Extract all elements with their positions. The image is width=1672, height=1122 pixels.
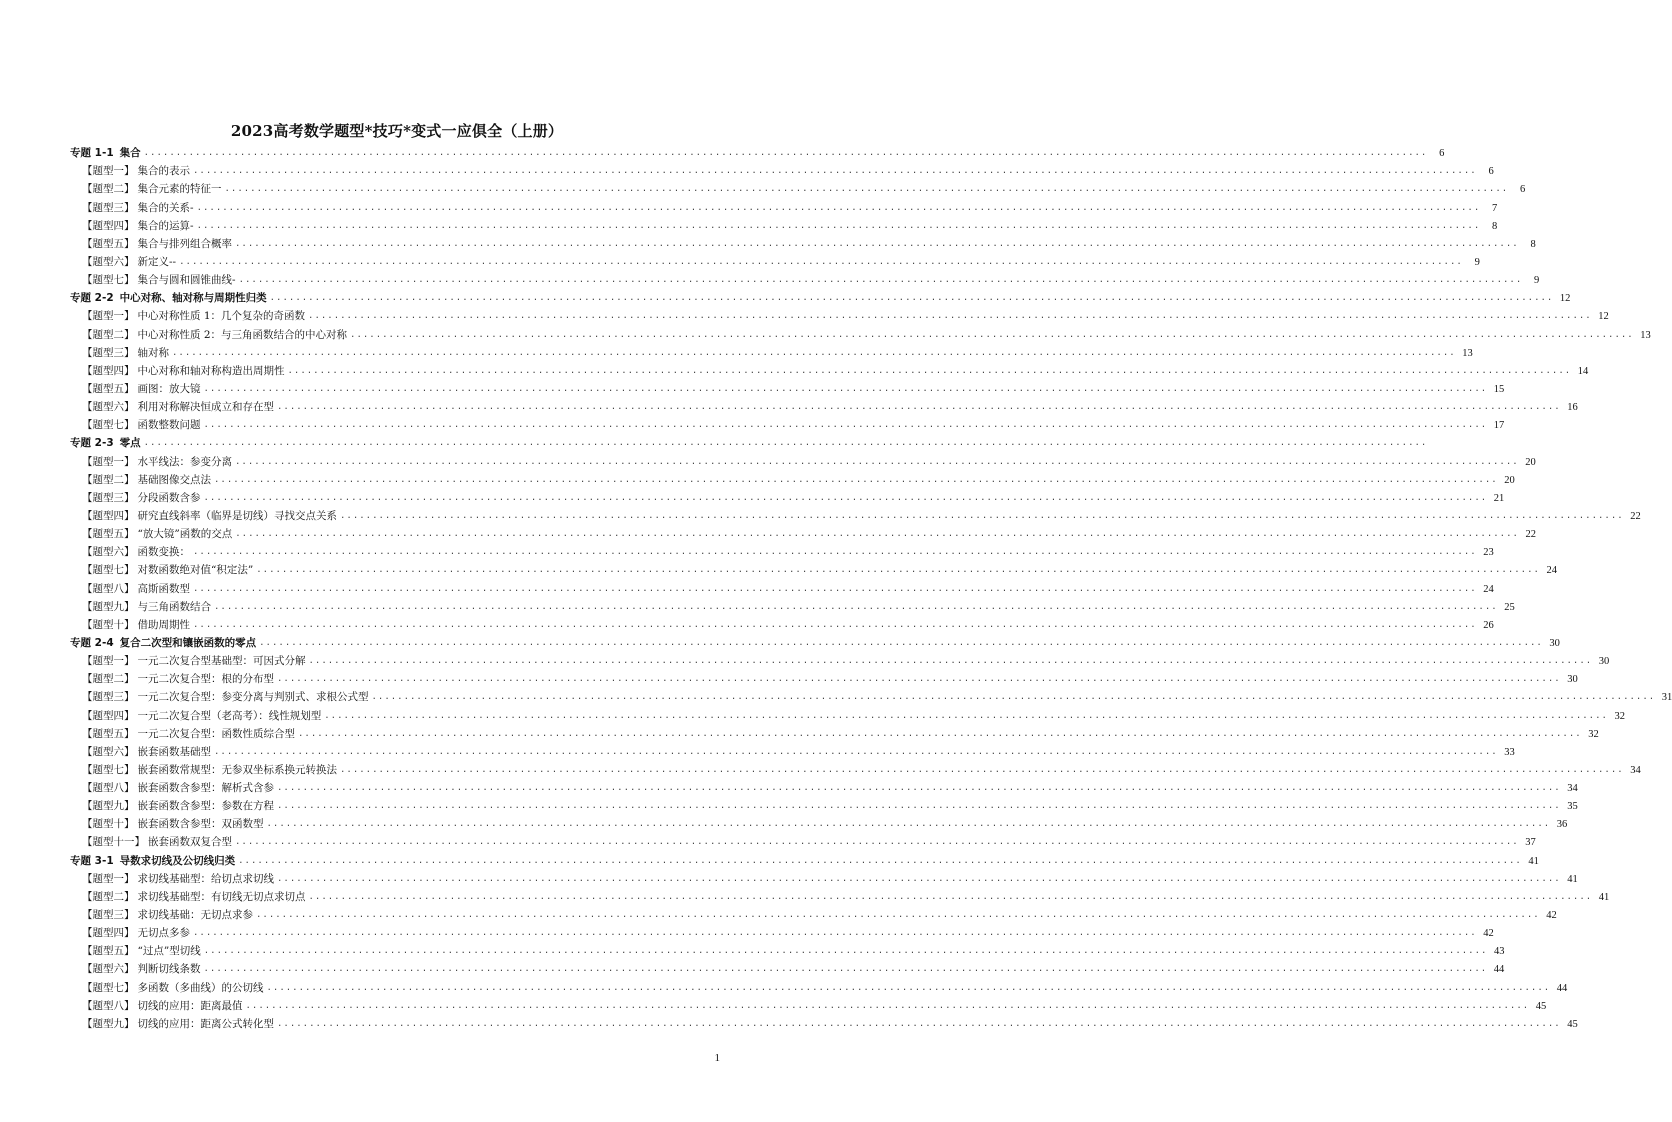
toc-entry-tag: 【题型二】 — [82, 183, 135, 196]
toc-entry-page: 37 — [1525, 837, 1536, 849]
toc-entry-name: 利用对称解决恒成立和存在型 — [137, 401, 274, 414]
toc-item-entry[interactable] — [70, 559, 1557, 577]
toc-entry-tag: 【题型九】 — [82, 600, 135, 613]
toc-entry-name: 一元二次复合型：参变分离与判别式、求根公式型 — [137, 691, 369, 704]
toc-entry-name: 导数求切线及公切线归类 — [119, 854, 236, 867]
toc-entry-tag: 【题型三】 — [82, 346, 135, 359]
toc-entry-tag: 【题型四】 — [82, 219, 135, 232]
toc-item-entry[interactable] — [70, 323, 1651, 341]
toc-entry-tag: 专题 2-2 — [70, 292, 114, 305]
toc-entry-tag: 【题型八】 — [82, 999, 135, 1012]
toc-leader-dots: ........................................................................................................................................................................................................ — [193, 583, 1477, 594]
toc-entry-name: 嵌套函数含参型：解析式含参 — [137, 782, 274, 795]
toc-entry-tag: 【题型四】 — [82, 509, 135, 522]
toc-entry-tag: 【题型二】 — [82, 473, 135, 486]
toc-entry-tag: 【题型一】 — [82, 455, 135, 468]
toc-leader-dots: ........................................................................................................................................................................................................ — [277, 1018, 1561, 1029]
toc-entry-tag: 【题型六】 — [82, 745, 135, 758]
toc-entry-page: 24 — [1546, 565, 1557, 577]
toc-entry-tag: 【题型五】 — [82, 237, 135, 250]
toc-entry-tag: 【题型三】 — [82, 691, 135, 704]
toc-entry-name: 切线的应用：距离公式转化型 — [137, 1017, 274, 1030]
toc-entry-name: 集合的关系- — [137, 201, 194, 214]
toc-entry-page: 22 — [1630, 510, 1641, 522]
toc-entry-name: 嵌套函数含参型：双函数型 — [137, 818, 264, 831]
toc-entry-page: 34 — [1630, 764, 1641, 776]
toc-entry-page: 6 — [1488, 166, 1494, 178]
toc-entry-page: 41 — [1567, 873, 1578, 885]
toc-section-entry[interactable] — [70, 632, 1560, 650]
toc-leader-dots: ........................................................................................................................................................................................................ — [277, 402, 1561, 413]
toc-item-entry[interactable] — [70, 596, 1515, 614]
toc-entry-page: 22 — [1525, 529, 1536, 541]
toc-entry-page: 43 — [1493, 946, 1505, 958]
toc-item-entry[interactable] — [70, 723, 1599, 741]
toc-entry-page: 32 — [1588, 728, 1599, 740]
toc-entry-page: 31 — [1661, 692, 1672, 704]
toc-entry-tag: 【题型五】 — [82, 528, 135, 541]
toc-leader-dots: ........................................................................................................................................................................................................ — [287, 365, 1572, 376]
toc-entry-page: 41 — [1598, 891, 1610, 903]
toc-entry-name: 复合二次型和镶嵌函数的零点 — [119, 636, 257, 649]
toc-entry-name: 零点 — [119, 437, 141, 450]
toc-leader-dots: ........................................................................................................................................................................................................ — [172, 347, 1456, 358]
toc-entry-page: 8 — [1530, 238, 1536, 250]
toc-entry-tag: 【题型六】 — [82, 255, 135, 268]
toc-entry-page: 36 — [1556, 819, 1568, 831]
toc-section-entry[interactable] — [70, 432, 1428, 450]
toc-leader-dots: ........................................................................................................................................................................................................ — [277, 783, 1561, 794]
table-of-contents — [70, 142, 1672, 1031]
toc-leader-dots: ........................................................................................................................................................................................................ — [143, 438, 1428, 449]
toc-leader-dots: ........................................................................................................................................................................................................ — [179, 256, 1463, 267]
toc-item-entry[interactable] — [70, 886, 1610, 904]
toc-entry-page: 32 — [1614, 710, 1625, 722]
toc-leader-dots: ........................................................................................................................................................................................................ — [277, 873, 1561, 884]
toc-item-entry[interactable] — [70, 1013, 1578, 1031]
toc-entry-name: 画图：放大镜 — [137, 382, 201, 395]
toc-entry-tag: 【题型二】 — [82, 673, 135, 686]
toc-entry-page: 20 — [1504, 474, 1515, 486]
toc-entry-page: 13 — [1640, 329, 1651, 341]
toc-entry-name: 一元二次复合型：根的分布型 — [137, 673, 274, 686]
toc-entry-name: 轴对称 — [137, 346, 169, 359]
toc-entry-tag: 【题型五】 — [82, 382, 135, 395]
toc-entry-name: 研究直线斜率（临界是切线）寻找交点关系 — [137, 509, 337, 522]
toc-item-entry[interactable] — [70, 541, 1494, 559]
toc-entry-name: 判断切线条数 — [137, 963, 201, 976]
toc-entry-page: 7 — [1492, 202, 1498, 214]
toc-leader-dots: ........................................................................................................................................................................................................ — [193, 928, 1477, 939]
toc-leader-dots: ........................................................................................................................................................................................................ — [277, 801, 1561, 812]
toc-item-entry[interactable] — [70, 251, 1480, 269]
toc-section-entry[interactable] — [70, 142, 1445, 160]
toc-entry-page: 26 — [1483, 619, 1494, 631]
toc-item-entry[interactable] — [70, 668, 1578, 686]
toc-entry-page: 30 — [1598, 656, 1610, 668]
toc-entry-tag: 【题型二】 — [82, 890, 135, 903]
toc-entry-tag: 【题型八】 — [82, 782, 135, 795]
toc-entry-tag: 【题型七】 — [82, 564, 135, 577]
toc-leader-dots: ........................................................................................................................................................................................................ — [193, 619, 1477, 630]
toc-entry-name: 集合的表示 — [137, 165, 190, 178]
toc-leader-dots: ........................................................................................................................................................................................................ — [256, 910, 1540, 921]
toc-leader-dots: ........................................................................................................................................................................................................ — [203, 946, 1488, 957]
toc-entry-name: 中心对称和轴对称构造出周期性 — [137, 364, 285, 377]
toc-entry-page: 6 — [1519, 184, 1526, 196]
page-number: 1 — [714, 1052, 720, 1064]
toc-item-entry[interactable] — [70, 995, 1547, 1013]
toc-entry-name: 集合元素的特征一 — [137, 183, 222, 196]
toc-entry-name: 借助周期性 — [137, 618, 190, 631]
toc-item-entry[interactable] — [70, 450, 1536, 468]
toc-item-entry[interactable] — [70, 795, 1578, 813]
toc-entry-name: 水平线法：参变分离 — [137, 455, 232, 468]
toc-entry-tag: 【题型七】 — [82, 419, 135, 432]
toc-entry-name: 一元二次复合型（老高考）：线性规划型 — [137, 709, 322, 722]
toc-leader-dots: ........................................................................................................................................................................................................ — [224, 184, 1509, 195]
toc-leader-dots: ........................................................................................................................................................................................................ — [193, 547, 1477, 558]
toc-entry-name: 嵌套函数常规型：无参双坐标系换元转换法 — [137, 763, 337, 776]
toc-item-entry[interactable] — [70, 196, 1498, 214]
toc-item-entry[interactable] — [70, 487, 1505, 505]
toc-leader-dots: ........................................................................................................................................................................................................ — [238, 855, 1522, 866]
toc-leader-dots: ........................................................................................................................................................................................................ — [203, 964, 1488, 975]
toc-entry-name: 一元二次复合型：函数性质综合型 — [137, 727, 295, 740]
toc-item-entry[interactable] — [70, 868, 1578, 886]
toc-entry-tag: 专题 3-1 — [70, 854, 114, 867]
toc-item-entry[interactable] — [70, 396, 1578, 414]
toc-entry-tag: 【题型一】 — [82, 165, 135, 178]
toc-leader-dots: ........................................................................................................................................................................................................ — [203, 492, 1488, 503]
toc-leader-dots: ........................................................................................................................................................................................................ — [235, 529, 1519, 540]
toc-entry-tag: 【题型七】 — [82, 981, 135, 994]
toc-entry-page: 9 — [1534, 275, 1540, 287]
toc-entry-tag: 【题型四】 — [82, 927, 135, 940]
toc-entry-page: 15 — [1493, 383, 1505, 395]
toc-entry-name: “过点”型切线 — [137, 945, 201, 958]
toc-entry-tag: 【题型十】 — [82, 818, 135, 831]
toc-item-entry[interactable] — [70, 523, 1536, 541]
toc-entry-name: 集合与排列组合概率 — [137, 237, 232, 250]
toc-leader-dots: ........................................................................................................................................................................................................ — [196, 220, 1481, 231]
toc-leader-dots: ........................................................................................................................................................................................................ — [235, 837, 1519, 848]
toc-entry-page: 42 — [1483, 928, 1494, 940]
toc-item-entry[interactable] — [70, 178, 1526, 196]
toc-leader-dots: ........................................................................................................................................................................................................ — [256, 565, 1540, 576]
toc-entry-name: 高斯函数型 — [137, 582, 190, 595]
toc-leader-dots: ........................................................................................................................................................................................................ — [235, 238, 1519, 249]
toc-entry-page: 25 — [1504, 601, 1515, 613]
toc-entry-page: 41 — [1528, 855, 1539, 867]
toc-entry-tag: 【题型三】 — [82, 201, 135, 214]
toc-item-entry[interactable] — [70, 378, 1505, 396]
toc-item-entry[interactable] — [70, 269, 1540, 287]
toc-entry-tag: 【题型八】 — [82, 582, 135, 595]
toc-entry-name: 切线的应用：距离最值 — [137, 999, 243, 1012]
toc-entry-name: 分段函数含参 — [137, 491, 201, 504]
toc-leader-dots: ........................................................................................................................................................................................................ — [214, 746, 1498, 757]
toc-entry-page: 44 — [1556, 982, 1568, 994]
toc-item-entry[interactable] — [70, 614, 1494, 632]
toc-leader-dots: ........................................................................................................................................................................................................ — [196, 202, 1481, 213]
toc-leader-dots: ........................................................................................................................................................................................................ — [277, 674, 1561, 685]
toc-item-entry[interactable] — [70, 360, 1589, 378]
toc-entry-page: 30 — [1549, 637, 1560, 649]
toc-entry-tag: 【题型一】 — [82, 655, 135, 668]
toc-leader-dots: ........................................................................................................................................................................................................ — [266, 819, 1551, 830]
toc-entry-page: 12 — [1559, 293, 1571, 305]
toc-entry-page: 45 — [1567, 1018, 1578, 1030]
toc-leader-dots: ........................................................................................................................................................................................................ — [269, 293, 1554, 304]
toc-item-entry[interactable] — [70, 813, 1568, 831]
toc-entry-tag: 【题型三】 — [82, 909, 135, 922]
toc-entry-page: 45 — [1535, 1000, 1547, 1012]
toc-item-entry[interactable] — [70, 904, 1557, 922]
toc-entry-name: 求切线基础型：给切点求切线 — [137, 872, 274, 885]
toc-entry-name: 无切点多参 — [137, 927, 190, 940]
toc-item-entry[interactable] — [70, 831, 1536, 849]
toc-entry-tag: 专题 2-4 — [70, 636, 114, 649]
toc-item-entry[interactable] — [70, 160, 1494, 178]
toc-entry-name: 基础图像交点法 — [137, 473, 211, 486]
toc-item-entry[interactable] — [70, 342, 1473, 360]
toc-entry-page: 21 — [1493, 492, 1505, 504]
toc-entry-tag: 【题型七】 — [82, 274, 135, 287]
toc-entry-name: 中心对称性质 2：与三角函数结合的中心对称 — [137, 328, 348, 341]
toc-entry-page: 24 — [1483, 583, 1494, 595]
toc-leader-dots: ........................................................................................................................................................................................................ — [193, 166, 1477, 177]
toc-section-entry[interactable] — [70, 287, 1571, 305]
toc-entry-name: 嵌套函数基础型 — [137, 745, 211, 758]
toc-leader-dots: ........................................................................................................................................................................................................ — [340, 764, 1624, 775]
toc-leader-dots: ........................................................................................................................................................................................................ — [308, 891, 1593, 902]
toc-entry-name: 函数变换： — [137, 546, 190, 559]
toc-item-entry[interactable] — [70, 577, 1494, 595]
toc-entry-page: 12 — [1598, 311, 1609, 323]
toc-item-entry[interactable] — [70, 505, 1641, 523]
toc-entry-page: 13 — [1462, 347, 1473, 359]
toc-entry-page: 42 — [1546, 910, 1557, 922]
toc-entry-page: 30 — [1567, 674, 1578, 686]
toc-leader-dots: ........................................................................................................................................................................................................ — [259, 637, 1543, 648]
toc-entry-name: 求切线基础：无切点求参 — [137, 909, 253, 922]
toc-leader-dots: ........................................................................................................................................................................................................ — [235, 456, 1519, 467]
toc-item-entry[interactable] — [70, 940, 1505, 958]
toc-item-entry[interactable] — [70, 686, 1672, 704]
toc-leader-dots: ........................................................................................................................................................................................................ — [298, 728, 1582, 739]
toc-entry-page: 44 — [1493, 964, 1505, 976]
toc-leader-dots: ........................................................................................................................................................................................................ — [324, 710, 1608, 721]
toc-entry-page: 23 — [1483, 547, 1494, 559]
toc-entry-name: 函数整数问题 — [137, 419, 201, 432]
toc-entry-tag: 【题型五】 — [82, 945, 135, 958]
toc-item-entry[interactable] — [70, 922, 1494, 940]
toc-entry-tag: 【题型六】 — [82, 963, 135, 976]
toc-entry-tag: 【题型九】 — [82, 1017, 135, 1030]
toc-entry-name: 中心对称性质 1：几个复杂的奇函数 — [137, 310, 306, 323]
toc-entry-tag: 【题型六】 — [82, 546, 135, 559]
toc-entry-tag: 【题型二】 — [82, 328, 135, 341]
toc-entry-page: 33 — [1504, 746, 1515, 758]
toc-item-entry[interactable] — [70, 233, 1536, 251]
toc-entry-tag: 【题型四】 — [82, 709, 135, 722]
toc-leader-dots: ........................................................................................................................................................................................................ — [143, 148, 1428, 159]
toc-entry-name: “放大镜”函数的交点 — [137, 528, 233, 541]
toc-leader-dots: ........................................................................................................................................................................................................ — [308, 311, 1592, 322]
toc-item-entry[interactable] — [70, 704, 1625, 722]
toc-leader-dots: ........................................................................................................................................................................................................ — [340, 510, 1624, 521]
toc-entry-name: 新定义-- — [137, 255, 177, 268]
toc-entry-page: 17 — [1493, 420, 1505, 432]
toc-entry-tag: 【题型三】 — [82, 491, 135, 504]
toc-entry-name: 多函数（多曲线）的公切线 — [137, 981, 264, 994]
toc-entry-tag: 【题型十一】 — [82, 836, 145, 849]
toc-entry-tag: 【题型七】 — [82, 763, 135, 776]
toc-entry-page: 20 — [1525, 456, 1536, 468]
toc-entry-name: 嵌套函数含参型：参数在方程 — [137, 800, 274, 813]
toc-leader-dots: ........................................................................................................................................................................................................ — [214, 601, 1498, 612]
toc-item-entry[interactable] — [70, 741, 1515, 759]
toc-entry-page: 16 — [1567, 402, 1578, 414]
toc-entry-name: 集合的运算- — [137, 219, 194, 232]
toc-entry-tag: 【题型一】 — [82, 310, 135, 323]
toc-leader-dots: ........................................................................................................................................................................................................ — [350, 329, 1634, 340]
toc-entry-page: 9 — [1474, 256, 1480, 268]
toc-leader-dots: ........................................................................................................................................................................................................ — [308, 656, 1593, 667]
toc-entry-tag: 专题 1-1 — [70, 147, 114, 160]
toc-leader-dots: ........................................................................................................................................................................................................ — [266, 982, 1551, 993]
toc-entry-name: 与三角函数结合 — [137, 600, 211, 613]
toc-leader-dots: ........................................................................................................................................................................................................ — [245, 1000, 1530, 1011]
toc-entry-page: 35 — [1567, 801, 1578, 813]
toc-item-entry[interactable] — [70, 976, 1568, 994]
toc-entry-tag: 【题型九】 — [82, 800, 135, 813]
toc-entry-tag: 【题型十】 — [82, 618, 135, 631]
toc-entry-page: 34 — [1567, 783, 1578, 795]
toc-entry-tag: 【题型六】 — [82, 401, 135, 414]
toc-leader-dots: ........................................................................................................................................................................................................ — [203, 420, 1488, 431]
document-title: 2023高考数学题型*技巧*变式一应俱全（上册） — [230, 122, 564, 140]
toc-leader-dots: ........................................................................................................................................................................................................ — [371, 692, 1656, 703]
toc-entry-name: 求切线基础型：有切线无切点求切点 — [137, 890, 306, 903]
toc-item-entry[interactable] — [70, 215, 1498, 233]
toc-item-entry[interactable] — [70, 650, 1610, 668]
toc-entry-name: 嵌套函数双复合型 — [148, 836, 232, 849]
toc-entry-name: 对数函数绝对值“积定法” — [137, 564, 254, 577]
toc-entry-name: 集合 — [119, 147, 141, 160]
toc-leader-dots: ........................................................................................................................................................................................................ — [203, 383, 1488, 394]
toc-entry-tag: 【题型五】 — [82, 727, 135, 740]
toc-entry-page: 14 — [1577, 365, 1589, 377]
toc-item-entry[interactable] — [70, 469, 1515, 487]
toc-entry-page: 6 — [1439, 148, 1445, 160]
toc-leader-dots: ........................................................................................................................................................................................................ — [214, 474, 1498, 485]
toc-entry-tag: 【题型一】 — [82, 872, 135, 885]
toc-item-entry[interactable] — [70, 414, 1505, 432]
toc-item-entry[interactable] — [70, 759, 1641, 777]
toc-entry-tag: 【题型四】 — [82, 364, 135, 377]
toc-item-entry[interactable] — [70, 958, 1505, 976]
toc-entry-page: 8 — [1492, 220, 1498, 232]
toc-section-entry[interactable] — [70, 849, 1539, 867]
toc-entry-name: 集合与圆和圆锥曲线- — [137, 274, 236, 287]
toc-item-entry[interactable] — [70, 777, 1578, 795]
toc-entry-name: 中心对称、轴对称与周期性归类 — [119, 292, 267, 305]
toc-entry-name: 一元二次复合型基础型：可因式分解 — [137, 655, 306, 668]
toc-entry-tag: 专题 2-3 — [70, 437, 114, 450]
toc-item-entry[interactable] — [70, 305, 1609, 323]
toc-leader-dots: ........................................................................................................................................................................................................ — [238, 275, 1523, 286]
